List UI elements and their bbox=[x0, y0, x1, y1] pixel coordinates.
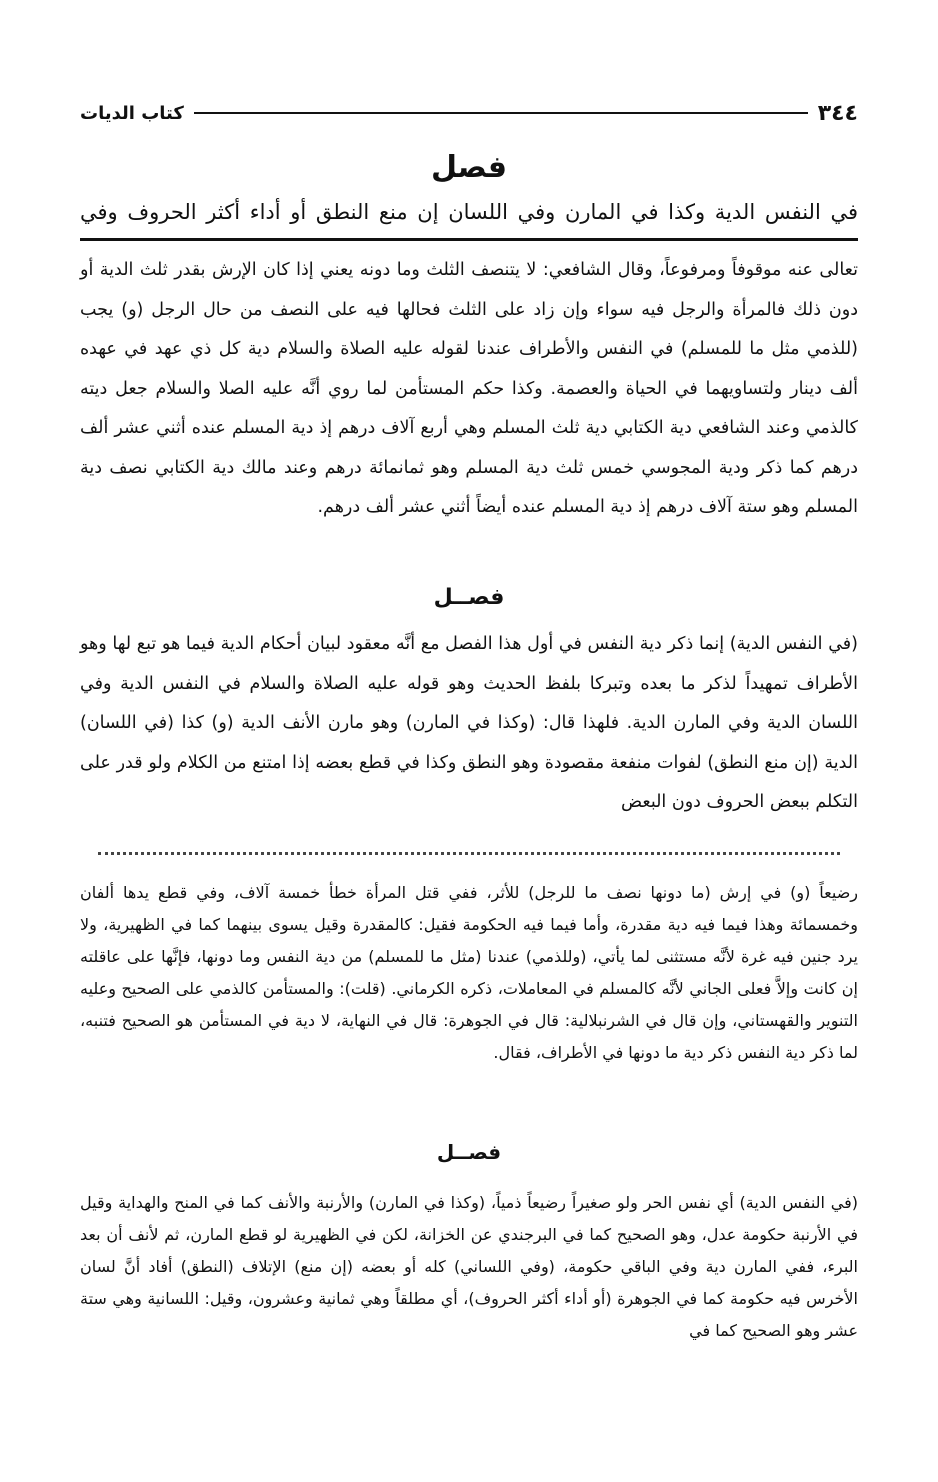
footnote-section-paragraph: (في النفس الدية) أي نفس الحر ولو صغيراً رضيعاً ذمياً، (وكذا في المارن) والأرنبة والأنف كما في المنح والهداية وقيل في الأرنبة حكومة عدل، وهو الصحيح كما في البرجندي عن الخزانة، لكن في الظهيرية لو قطع المارن، ثم لأنف أن بعد البرء، ففي المارن دية وفي الباقي حكومة، (وفي اللساني) كله أو بعضه (إن منع) الإتلاف (النطق) أفاد أنَّ لسان الأخرس فيه حكومة كما في الجوهرة (أو أداء أكثر الحروف)، أي مطلقاً وهي ثمانية وعشرون، وقيل: اللسانية وهي ستة عشر وهو الصحيح كما في bbox=[80, 1193, 858, 1340]
running-head bbox=[80, 96, 858, 130]
section-paragraph: (في النفس الدية) إنما ذكر دية النفس في أول هذا الفصل مع أنَّه معقود لبيان أحكام الدية فيما هو تبع لها وهو الأطراف تمهيداً لذكر ما بعده وتبركا بلفظ الحديث وهو قوله عليه الصلاة والسلام في النفس الدية وفي اللسان الدية وفي المارن الدية. فلهذا قال: (وكذا في المارن) وهو مارن الأنف الدية (و) كذا (في اللسان) الدية (إن منع النطق) لفوات منفعة مقصودة وهو النطق وكذا في قطع بعضه إذا امتنع من الكلام ولو قدر على التكلم ببعض الحروف دون البعض bbox=[80, 634, 858, 812]
matn-text: في النفس الدية وكذا في المارن وفي اللسان إن منع النطق أو أداء أكثر الحروف وفي bbox=[80, 200, 858, 224]
page-number: ٣٤٤ bbox=[817, 100, 858, 126]
footnote-section-title: فصــل bbox=[436, 1140, 502, 1164]
matn-divider bbox=[80, 238, 858, 241]
book-title: كتاب الديات bbox=[80, 102, 184, 124]
chapter-title: فصل bbox=[431, 150, 507, 185]
book-page bbox=[80, 0, 858, 1482]
footnote-paragraph: رضيعاً (و) في إرش (ما دونها نصف ما للرجل) للأثر، ففي قتل المرأة خطأ خمسة آلاف، وفي قطع يدها ألفان وخمسمائة وهذا فيما فيه دية مقدرة، وأما فيما فيه الحكومة فقيل: كالمقدرة وقيل يسوى بينهما كما في الظهيرية، ولا يرد جنين فيه غرة لأنَّه مستثنى لما يأتي، (وللذمي) عندنا (مثل ما للمسلم) من دية النفس وما دونها، فإنَّها على عاقلته إن كانت وإلاَّ فعلى الجاني لأنَّه كالمسلم في المعاملات، ذكره الكرماني. (قلت): والمستأمن كالذمي على الصحيح وعليه التنوير والقهستاني، وإن قال في الشرنبلالية: قال في الجوهرة: قال في النهاية، لا دية في المستأمن هو الصحيح فتنبه، لما ذكر دية النفس ذكر دية ما دونها في الأطراف، فقال. bbox=[80, 883, 858, 1062]
footnote-divider bbox=[98, 852, 840, 855]
header-rule bbox=[194, 112, 808, 114]
commentary-paragraph: تعالى عنه موقوفاً ومرفوعاً، وقال الشافعي: لا يتنصف الثلث وما دونه يعني إذا كان الإرش بقدر ثلث الدية أو دون ذلك فالمرأة والرجل فيه سواء وإن زاد على الثلث فحالها فيه على النصف من حال الرجل (و) يجب (للذمي مثل ما للمسلم) في النفس والأطراف عندنا لقوله عليه الصلاة والسلام دية كل ذي عهد في عهده ألف دينار ولتساويهما في الحياة والعصمة. وكذا حكم المستأمن لما روي أنَّه عليه الصلا والسلام جعل ديته كالذمي وعند الشافعي دية الكتابي دية ثلث المسلم وهي أربع آلاف درهم إذ دية المسلم عنده أثني عشر ألف درهم كما ذكر ودية المجوسي خمس ثلث دية المسلم وهو ثمانمائة درهم وعند مالك دية الكتابي نصف دية المسلم وهو ستة آلاف درهم إذ دية المسلم عنده أيضاً أثني عشر ألف درهم. bbox=[80, 260, 858, 517]
section-title: فصــل bbox=[433, 585, 505, 610]
